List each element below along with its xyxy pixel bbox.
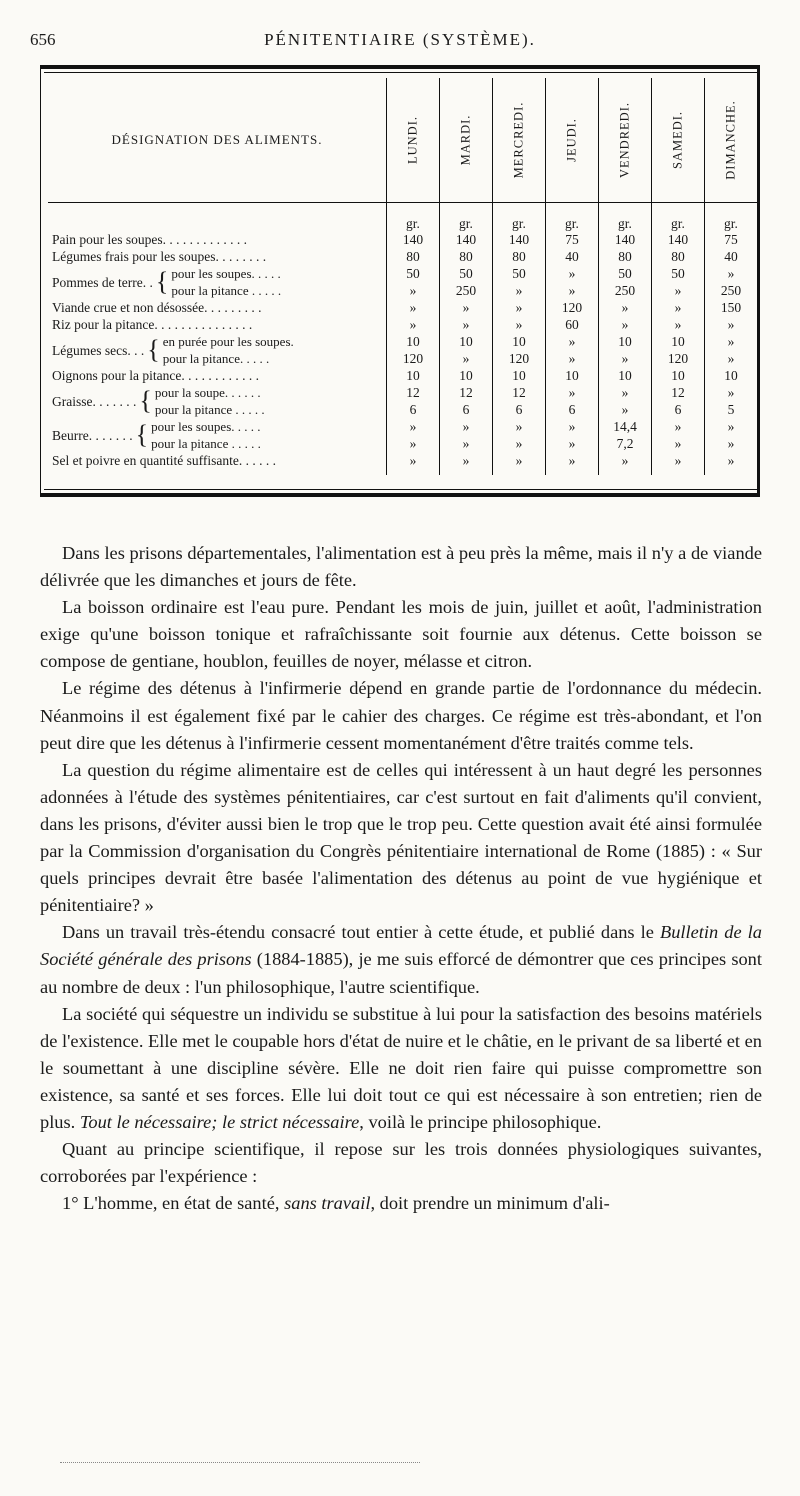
cell-value: 6 bbox=[387, 401, 440, 418]
text-run: Dans un travail très-étendu consacré tout entier à cette étude, et publié dans le bbox=[62, 922, 660, 943]
cell-value: » bbox=[652, 299, 705, 316]
cell-value: 10 bbox=[599, 333, 652, 350]
cell-value: 6 bbox=[546, 401, 599, 418]
day-header bbox=[387, 78, 440, 203]
cell-value: » bbox=[387, 316, 440, 333]
text-run: , doit prendre un minimum d'ali- bbox=[370, 1193, 610, 1214]
paragraph bbox=[40, 919, 762, 1000]
cell-value: 250 bbox=[705, 282, 758, 299]
group-name: Graisse. . . . . . . bbox=[52, 393, 137, 409]
cell-value: » bbox=[493, 435, 546, 452]
sub-labels bbox=[151, 418, 261, 452]
cell-value: 140 bbox=[493, 231, 546, 248]
cell-value: 40 bbox=[705, 248, 758, 265]
row-label: Pain pour les soupes. . . . . . . . . . . . . bbox=[52, 232, 247, 247]
day-header bbox=[546, 78, 599, 203]
cell-value: » bbox=[440, 316, 493, 333]
paragraph: Le régime des détenus à l'infirmerie dépend en grande partie de l'ordonnance du médecin. Néanmoins il est également fixé par le cahier des charges. Ce régime est très-abondant, et l'on peut dire que les détenus à l'infirmerie cessent momentanément d'être traités comme tels. bbox=[40, 678, 762, 753]
cell-value: » bbox=[705, 265, 758, 282]
cell-value: » bbox=[387, 435, 440, 452]
day-header-label: SAMEDI. bbox=[670, 110, 685, 170]
cell-value: 75 bbox=[705, 231, 758, 248]
cell-value: » bbox=[599, 452, 652, 475]
cell-value: » bbox=[652, 452, 705, 475]
cell-value: 120 bbox=[546, 299, 599, 316]
cell-value: » bbox=[440, 350, 493, 367]
table-row bbox=[48, 265, 757, 282]
row-label: Légumes frais pour les soupes. . . . . . . . bbox=[52, 249, 267, 264]
cell-value: » bbox=[705, 418, 758, 435]
cell-value: 7,2 bbox=[599, 435, 652, 452]
cell-value: » bbox=[493, 316, 546, 333]
footer-dotted-rule bbox=[60, 1462, 420, 1463]
cell-value: 140 bbox=[440, 231, 493, 248]
cell-value: 6 bbox=[440, 401, 493, 418]
row-group-label bbox=[48, 333, 387, 367]
row-label: Oignons pour la pitance. . . . . . . . . . . . bbox=[52, 368, 259, 383]
cell-value: 140 bbox=[599, 231, 652, 248]
cell-value: » bbox=[652, 418, 705, 435]
paragraph bbox=[40, 1190, 762, 1217]
paragraph bbox=[40, 1001, 762, 1136]
cell-value: 120 bbox=[652, 350, 705, 367]
unit-label-empty bbox=[48, 203, 387, 232]
paragraph: Quant au principe scientifique, il repose sur les trois données physiologiques suivantes, corroborées par l'expérience : bbox=[40, 1139, 762, 1187]
cell-value: 140 bbox=[387, 231, 440, 248]
cell-value: 10 bbox=[387, 333, 440, 350]
cell-value: » bbox=[546, 418, 599, 435]
group-name: Beurre. . . . . . . bbox=[52, 427, 133, 443]
cell-value: » bbox=[705, 452, 758, 475]
unit-cell: gr. bbox=[705, 203, 758, 232]
cell-value: 80 bbox=[493, 248, 546, 265]
table-header-row bbox=[48, 78, 757, 203]
cell-value: » bbox=[705, 384, 758, 401]
cell-value: 60 bbox=[546, 316, 599, 333]
cell-value: » bbox=[652, 282, 705, 299]
sub-label: pour la pitance . . . . . bbox=[151, 436, 261, 451]
cell-value: 10 bbox=[440, 333, 493, 350]
cell-value: » bbox=[440, 435, 493, 452]
group-name: Pommes de terre. . bbox=[52, 274, 153, 290]
cell-value: 10 bbox=[387, 367, 440, 384]
group-name: Légumes secs. . . bbox=[52, 342, 145, 358]
text-run: 1° L'homme, en état de santé, bbox=[62, 1193, 285, 1214]
sub-label: pour la pitance . . . . . bbox=[171, 283, 282, 298]
cell-value: » bbox=[652, 435, 705, 452]
row-label: Sel et poivre en quantité suffisante. . . . . . bbox=[52, 453, 276, 468]
table-row bbox=[48, 452, 757, 475]
designation-header: DÉSIGNATION DES ALIMENTS. bbox=[48, 78, 387, 203]
cell-value: 10 bbox=[705, 367, 758, 384]
table-row bbox=[48, 248, 757, 265]
cell-value: 50 bbox=[599, 265, 652, 282]
sub-labels bbox=[163, 333, 294, 367]
day-header bbox=[493, 78, 546, 203]
table-row bbox=[48, 231, 757, 248]
brace-glyph: { bbox=[135, 420, 149, 449]
cell-value: » bbox=[599, 299, 652, 316]
sub-label: pour les soupes. . . . . bbox=[171, 266, 281, 281]
day-header bbox=[652, 78, 705, 203]
cell-value: 80 bbox=[440, 248, 493, 265]
day-header-label: LUNDI. bbox=[405, 115, 420, 165]
cell-value: 150 bbox=[705, 299, 758, 316]
cell-value: » bbox=[599, 316, 652, 333]
cell-value: » bbox=[387, 418, 440, 435]
sub-label: pour la pitance . . . . . bbox=[154, 402, 265, 417]
cell-value: 12 bbox=[493, 384, 546, 401]
row-group-label bbox=[48, 418, 387, 452]
cell-value: 120 bbox=[493, 350, 546, 367]
cell-value: 10 bbox=[599, 367, 652, 384]
unit-cell: gr. bbox=[652, 203, 705, 232]
day-header-label: MERCREDI. bbox=[511, 101, 526, 179]
brace-glyph: { bbox=[147, 335, 160, 364]
table-row bbox=[48, 418, 757, 435]
cell-value: 14,4 bbox=[599, 418, 652, 435]
emphasis: sans travail bbox=[284, 1193, 371, 1214]
day-header bbox=[440, 78, 493, 203]
cell-value: 80 bbox=[652, 248, 705, 265]
cell-value: 250 bbox=[440, 282, 493, 299]
sub-labels bbox=[155, 384, 265, 418]
cell-value: » bbox=[599, 350, 652, 367]
cell-value: 10 bbox=[652, 333, 705, 350]
unit-row bbox=[48, 203, 757, 232]
page-number: 656 bbox=[30, 30, 56, 49]
cell-value: » bbox=[546, 265, 599, 282]
sub-label: pour la pitance. . . . . bbox=[162, 351, 270, 366]
cell-value: » bbox=[546, 282, 599, 299]
cell-value: » bbox=[546, 333, 599, 350]
cell-value: 80 bbox=[387, 248, 440, 265]
row-label: Viande crue et non désossée. . . . . . . . . bbox=[52, 300, 262, 315]
cell-value: » bbox=[493, 299, 546, 316]
day-header-label: JEUDI. bbox=[564, 118, 579, 162]
running-head: PÉNITENTIAIRE (SYSTÈME). bbox=[264, 30, 536, 49]
table-frame-inner-bottom bbox=[44, 489, 758, 490]
cell-value: » bbox=[440, 299, 493, 316]
day-header-label: VENDREDI. bbox=[617, 101, 632, 179]
cell-value: » bbox=[599, 384, 652, 401]
cell-value: 80 bbox=[599, 248, 652, 265]
cell-value: » bbox=[705, 435, 758, 452]
cell-value: » bbox=[546, 384, 599, 401]
cell-value: 5 bbox=[705, 401, 758, 418]
row-group-label bbox=[48, 265, 387, 299]
cell-value: 12 bbox=[440, 384, 493, 401]
cell-value: 10 bbox=[440, 367, 493, 384]
cell-value: » bbox=[652, 316, 705, 333]
cell-value: » bbox=[387, 282, 440, 299]
cell-value: 50 bbox=[387, 265, 440, 282]
paragraph: Dans les prisons départementales, l'alimentation est à peu près la même, mais il n'y a de viande délivrée que les dimanches et jours de fête. bbox=[40, 543, 762, 591]
cell-value: » bbox=[387, 452, 440, 475]
cell-value: 50 bbox=[652, 265, 705, 282]
cell-value: » bbox=[705, 316, 758, 333]
cell-value: » bbox=[599, 401, 652, 418]
text-run: La société qui séquestre un individu se substitue à lui pour la satisfaction des besoins matériels de l'existence. Elle met le coupable hors d'état de nuire et le châtie, en le privant de sa liberté et en le soumettant à une discipline sévère. Elle ne doit rien faire qui puisse compromettre son existence, sa santé et ses forces. Elle lui doit tout ce qui est nécessaire à son entretien; rien de plus. bbox=[40, 1003, 762, 1132]
cell-value: 50 bbox=[493, 265, 546, 282]
cell-value: 10 bbox=[546, 367, 599, 384]
day-header bbox=[599, 78, 652, 203]
cell-value: » bbox=[546, 350, 599, 367]
cell-value: » bbox=[705, 333, 758, 350]
sub-labels bbox=[171, 265, 281, 299]
body-text bbox=[40, 540, 762, 1217]
sub-label: pour les soupes. . . . . bbox=[151, 419, 261, 434]
unit-cell: gr. bbox=[387, 203, 440, 232]
table-row bbox=[48, 333, 757, 350]
row-group-label bbox=[48, 384, 387, 418]
table-row bbox=[48, 316, 757, 333]
row-label: Riz pour la pitance. . . . . . . . . . . . . . . bbox=[52, 317, 253, 332]
day-header bbox=[705, 78, 758, 203]
emphasis: Tout le nécessaire; le strict nécessaire bbox=[79, 1111, 360, 1132]
sub-label: pour la soupe. . . . . . bbox=[154, 385, 261, 400]
sub-label: en purée pour les soupes. bbox=[162, 334, 294, 349]
paragraph: La question du régime alimentaire est de celles qui intéressent à un haut degré les personnes adonnées à l'étude des systèmes pénitentiaires, car c'est surtout en fait d'aliments qu'il convient, dans les prisons, d'éviter aussi bien le trop que le trop peu. Cette question avait été ainsi formulée par la Commission d'organisation du Congrès pénitentiaire international de Rome (1885) : « Sur quels principes devrait être basée l'alimentation des détenus au point de vue hygiénique et pénitentiaire? » bbox=[40, 759, 762, 916]
day-header-label: MARDI. bbox=[458, 114, 473, 166]
cell-value: » bbox=[440, 452, 493, 475]
cell-value: 140 bbox=[652, 231, 705, 248]
cell-value: » bbox=[387, 299, 440, 316]
table-row bbox=[48, 299, 757, 316]
food-ration-table bbox=[48, 78, 757, 475]
cell-value: » bbox=[705, 350, 758, 367]
cell-value: » bbox=[546, 452, 599, 475]
text-run: , voilà le principe philosophique. bbox=[359, 1111, 602, 1132]
cell-value: 6 bbox=[652, 401, 705, 418]
paragraph: La boisson ordinaire est l'eau pure. Pendant les mois de juin, juillet et août, l'administration exige qu'une boisson tonique et rafraîchissante soit fournie aux détenus. Cette boisson se compose de gentiane, houblon, feuilles de noyer, mélasse et citron. bbox=[40, 597, 762, 672]
cell-value: 75 bbox=[546, 231, 599, 248]
table-frame-inner-top bbox=[44, 72, 758, 73]
unit-cell: gr. bbox=[599, 203, 652, 232]
unit-cell: gr. bbox=[546, 203, 599, 232]
cell-value: 6 bbox=[493, 401, 546, 418]
cell-value: » bbox=[493, 452, 546, 475]
cell-value: 10 bbox=[652, 367, 705, 384]
table-row bbox=[48, 384, 757, 401]
cell-value: 50 bbox=[440, 265, 493, 282]
cell-value: » bbox=[493, 282, 546, 299]
cell-value: 250 bbox=[599, 282, 652, 299]
cell-value: 12 bbox=[652, 384, 705, 401]
unit-cell: gr. bbox=[493, 203, 546, 232]
cell-value: 10 bbox=[493, 367, 546, 384]
cell-value: » bbox=[546, 435, 599, 452]
day-header-label: DIMANCHE. bbox=[723, 100, 738, 180]
text-run: (1884-1885), je me suis efforcé de démontrer que ces principes sont au nombre de deux : l'un philosophique, l'autre scientifique. bbox=[40, 949, 762, 997]
cell-value: 40 bbox=[546, 248, 599, 265]
cell-value: 120 bbox=[387, 350, 440, 367]
brace-glyph: { bbox=[155, 267, 169, 296]
journal-title: Bulletin de la Société générale des prisons bbox=[40, 922, 762, 970]
brace-glyph: { bbox=[139, 386, 152, 415]
cell-value: 12 bbox=[387, 384, 440, 401]
cell-value: » bbox=[440, 418, 493, 435]
unit-cell: gr. bbox=[440, 203, 493, 232]
cell-value: 10 bbox=[493, 333, 546, 350]
cell-value: » bbox=[493, 418, 546, 435]
table-row bbox=[48, 367, 757, 384]
